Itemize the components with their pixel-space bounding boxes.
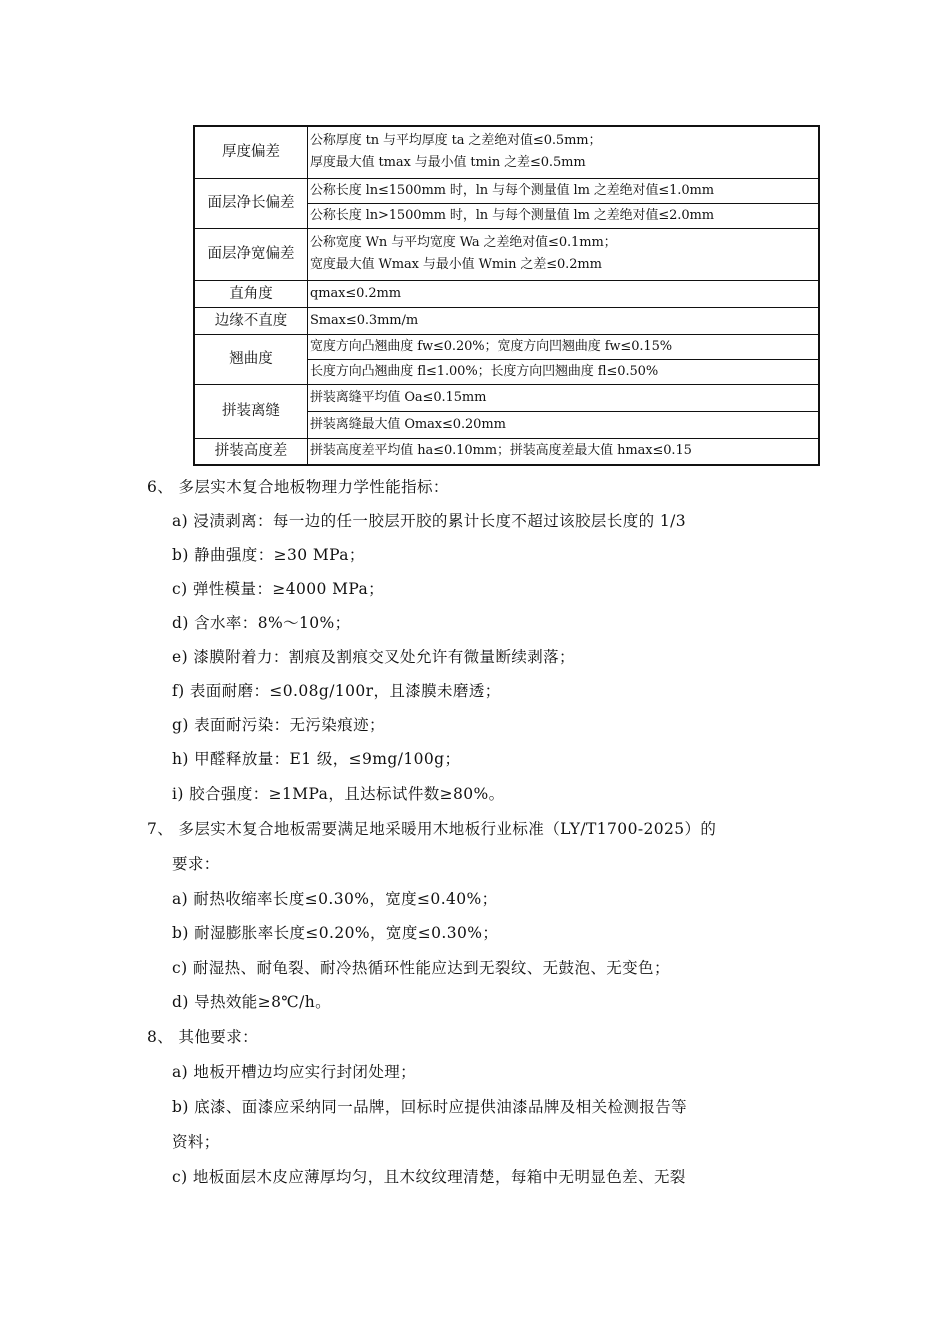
list-item: b) 底漆、面漆应采纳同一品牌，回标时应提供油漆品牌及相关检测报告等: [172, 1098, 687, 1116]
desc-line: 公称宽度 Wn 与平均宽度 Wa 之差绝对值≤0.1mm；: [310, 235, 617, 250]
list-item: f) 表面耐磨：≤0.08g/100r，且漆膜未磨透；: [172, 682, 501, 700]
desc-line: 拼装离缝最大值 Omax≤0.20mm: [308, 411, 820, 438]
table-row: [194, 307, 819, 334]
desc-line: 宽度方向凸翘曲度 fw≤0.20%；宽度方向凹翘曲度 fw≤0.15%: [308, 334, 820, 359]
desc-line: 厚度最大值 tmax 与最小值 tmin 之差≤0.5mm: [310, 155, 586, 171]
section-6-title: 6、 多层实木复合地板物理力学性能指标：: [147, 478, 449, 496]
list-item: a) 耐热收缩率长度≤0.30%，宽度≤0.40%；: [172, 890, 498, 908]
desc-line: qmax≤0.2mm: [308, 280, 820, 307]
desc-line: 公称厚度 tn 与平均厚度 ta 之差绝对值≤0.5mm；: [310, 133, 602, 149]
section-7-title-cont: 要求：: [172, 855, 220, 873]
desc-line: Smax≤0.3mm/m: [308, 307, 820, 334]
list-item: h) 甲醛释放量：E1 级，≤9mg/100g；: [172, 750, 461, 768]
list-item: a) 地板开槽边均应实行封闭处理；: [172, 1063, 417, 1081]
row-name: 直角度: [194, 280, 308, 307]
section-7-title: 7、 多层实木复合地板需要满足地采暖用木地板行业标准（LY/T1700-2025）的: [147, 820, 717, 838]
desc-line: 长度方向凸翘曲度 fl≤1.00%；长度方向凹翘曲度 fl≤0.50%: [308, 359, 820, 384]
desc-line: 拼装高度差平均值 ha≤0.10mm；拼装高度差最大值 hmax≤0.15: [308, 438, 820, 465]
list-item: b) 耐湿膨胀率长度≤0.20%，宽度≤0.30%；: [172, 924, 499, 942]
list-item: d) 导热效能≥8℃/h。: [172, 993, 331, 1011]
row-name: 边缘不直度: [194, 307, 308, 334]
section-8-title: 8、 其他要求：: [147, 1028, 258, 1046]
list-item: a) 浸渍剥离：每一边的任一胶层开胶的累计长度不超过该胶层长度的 1/3: [172, 512, 686, 530]
row-desc: [308, 126, 820, 178]
list-item: d) 含水率：8%～10%；: [172, 614, 351, 632]
list-item: i) 胶合强度：≥1MPa，且达标试件数≥80%。: [172, 785, 505, 803]
list-item: c) 耐湿热、耐龟裂、耐冷热循环性能应达到无裂纹、无鼓泡、无变色；: [172, 959, 670, 977]
desc-line: 公称长度 ln>1500mm 时，ln 与每个测量值 lm 之差绝对值≤2.0mm: [308, 203, 820, 228]
row-name: 拼装离缝: [194, 384, 308, 438]
spec-table: [193, 125, 820, 466]
table-row: [194, 384, 819, 411]
list-item: c) 弹性模量：≥4000 MPa；: [172, 580, 385, 598]
row-name: 翘曲度: [194, 334, 308, 384]
table-row: [194, 334, 819, 359]
row-name: 厚度偏差: [194, 126, 308, 178]
table-row: [194, 178, 819, 203]
desc-line: 拼装离缝平均值 Oa≤0.15mm: [308, 384, 820, 411]
table-row: [194, 280, 819, 307]
list-item: 资料；: [172, 1133, 220, 1151]
list-item: c) 地板面层木皮应薄厚均匀，且木纹纹理清楚，每箱中无明显色差、无裂: [172, 1168, 686, 1186]
row-name: 面层净长偏差: [194, 178, 308, 228]
list-item: g) 表面耐污染：无污染痕迹；: [172, 716, 385, 734]
row-desc: [308, 228, 820, 280]
row-name: 拼装高度差: [194, 438, 308, 465]
desc-line: 宽度最大值 Wmax 与最小值 Wmin 之差≤0.2mm: [310, 257, 602, 272]
desc-line: 公称长度 ln≤1500mm 时，ln 与每个测量值 lm 之差绝对值≤1.0mm: [308, 178, 820, 203]
table-row: [194, 228, 819, 280]
table-row: [194, 126, 819, 178]
row-name: 面层净宽偏差: [194, 228, 308, 280]
list-item: b) 静曲强度：≥30 MPa；: [172, 546, 365, 564]
table-row: [194, 438, 819, 465]
list-item: e) 漆膜附着力：割痕及割痕交叉处允许有微量断续剥落；: [172, 648, 575, 666]
